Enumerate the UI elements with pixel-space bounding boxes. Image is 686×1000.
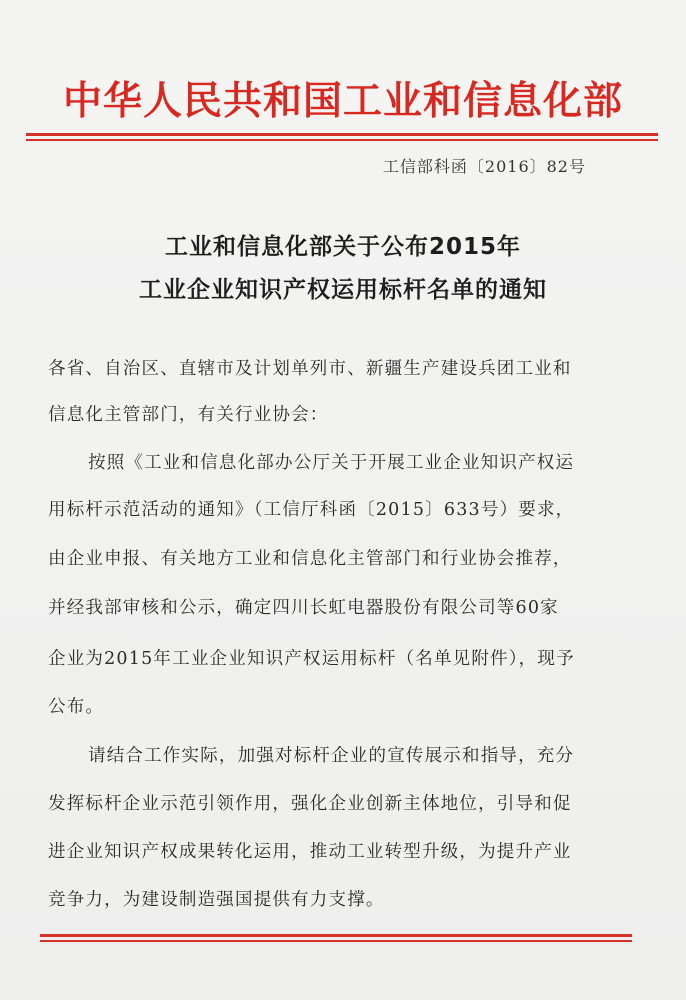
body-line: 竞争力，为建设制造强国提供有力支撑。 [48,890,385,910]
body-line: 信息化主管部门，有关行业协会： [48,405,329,425]
footer-red-rule-bottom [40,940,632,942]
body-line: 企业为2015年工业企业知识产权运用标杆（名单见附件），现予 [48,649,575,669]
issuing-authority-header: 中华人民共和国工业和信息化部 [62,79,623,124]
body-line: 用标杆示范活动的通知》（工信厅科函〔2015〕633号）要求， [48,500,575,520]
body-line: 发挥标杆企业示范引领作用，强化企业创新主体地位，引导和促 [48,794,572,814]
footer-red-rule-top [40,934,632,937]
body-line: 按照《工业和信息化部办公厅关于开展工业企业知识产权运 [88,453,575,473]
body-line: 并经我部审核和公示，确定四川长虹电器股份有限公司等60家 [48,598,559,618]
notice-title-line-1: 工业和信息化部关于公布2015年 [164,234,521,260]
document-number: 工信部科函〔2016〕82号 [382,157,586,176]
body-line: 各省、自治区、直辖市及计划单列市、新疆生产建设兵团工业和 [48,359,572,379]
body-line: 进企业知识产权成果转化运用，推动工业转型升级，为提升产业 [48,842,572,862]
body-line: 由企业申报、有关地方工业和信息化主管部门和行业协会推荐， [48,549,572,569]
header-red-rule-bottom [26,139,658,141]
body-line: 公布。 [48,697,105,717]
body-line: 请结合工作实际，加强对标杆企业的宣传展示和指导，充分 [88,746,575,766]
header-red-rule-top [26,133,658,136]
notice-title-line-2: 工业企业知识产权运用标杆名单的通知 [139,277,547,303]
